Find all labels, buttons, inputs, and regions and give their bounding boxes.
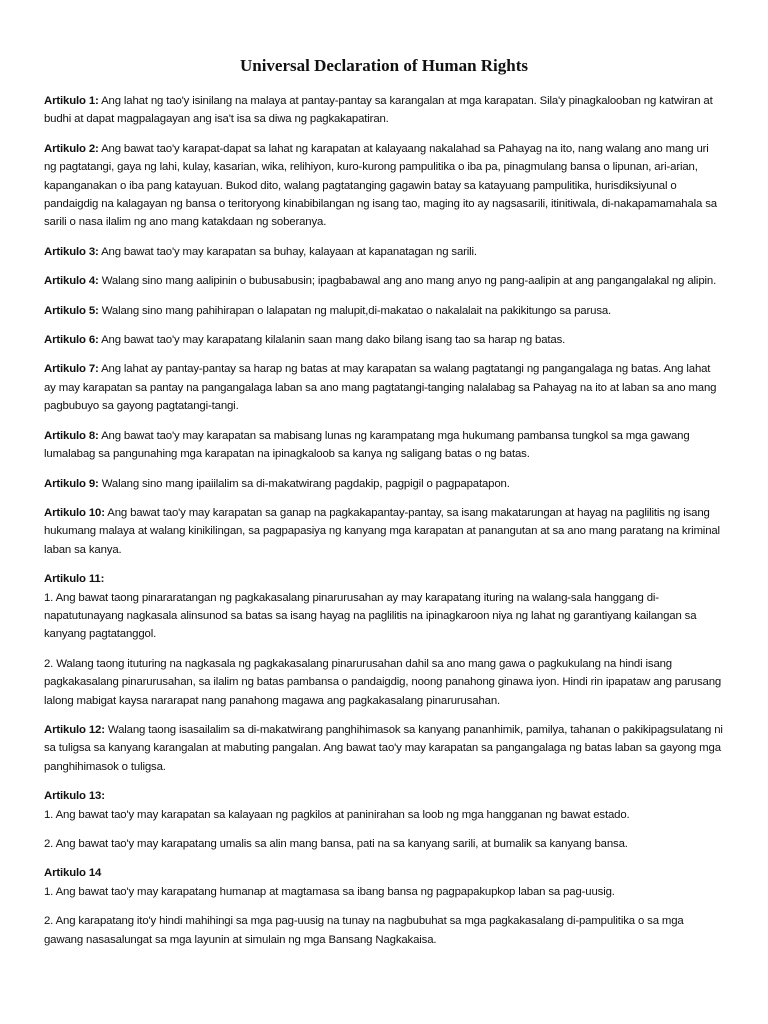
article-clause-2: 2. Walang taong ituturing na nagkasala ng pagkakasalang pinarurusahan dahil sa ano mang gawa o pagkukulang na hindi isang pagkakasalang pinarurusahan, sa ilalim ng batas pambansa o pandaigdig, noong panahong ginawa iyon. Hindi rin ipapataw ang parusang lalong mabigat kaysa nararapat nang panahong magawa ang pagkakasalang pinarurusahan. <box>44 657 722 707</box>
article-paragraph <box>44 140 724 232</box>
article-2 <box>44 140 724 232</box>
article-12 <box>44 721 724 776</box>
article-paragraph <box>44 360 724 415</box>
article-7 <box>44 360 724 415</box>
article-label: Artikulo 2: <box>44 142 99 155</box>
article-clause-2: 2. Ang bawat tao'y may karapatang umalis sa alin mang bansa, pati na sa kanyang sarili, at bumalik sa kanyang bansa. <box>44 838 628 850</box>
article-label: Artikulo 4: <box>44 275 99 288</box>
document-page <box>44 55 724 960</box>
article-text: Ang bawat tao'y may karapatan sa buhay, kalayaan at kapanatagan ng sarili. <box>98 245 477 258</box>
article-paragraph <box>44 721 724 776</box>
article-clause-1: 1. Ang bawat taong pinararatangan ng pagkakasalang pinarurusahan ay may karapatang ituring na walang-sala hanggang di-napatutunayang nagkasala alinsunod sa batas sa isang hayag na paglilitis na ipinagkaroon niya ng lahat ng garantiyang kailangan sa kanyang pagtatanggol. <box>44 591 697 641</box>
article-label: Artikulo 3: <box>44 245 99 258</box>
article-5 <box>44 302 724 320</box>
article-label: Artikulo 14 <box>44 867 102 880</box>
article-text: Walang taong isasailalim sa di-makatwirang panghihimasok sa kanyang pananhimik, pamilya, tahanan o pakikipagsulatang ni sa tuligsa sa kanyang karangalan at mabuting pangalan. Ang bawat tao'y may karapatan sa pangangalaga ng batas laban sa gayong mga panghihimasok o tuligsa. <box>44 723 723 773</box>
article-paragraph <box>44 92 724 129</box>
article-8 <box>44 427 724 464</box>
article-10 <box>44 504 724 559</box>
article-paragraph <box>44 504 724 559</box>
article-paragraph <box>44 475 724 493</box>
article-paragraph <box>44 272 724 290</box>
article-paragraph <box>44 243 724 261</box>
article-label: Artikulo 9: <box>44 477 99 490</box>
article-text: Ang bawat tao'y may karapatan sa mabisang lunas ng karampatang mga hukumang pambansa tungkol sa mga gawang lumalabag sa pangunahing mga karapatan na ipinagkaloob sa kanya ng saligang batas o ng batas. <box>44 429 690 461</box>
article-label: Artikulo 6: <box>44 334 99 347</box>
article-label: Artikulo 7: <box>44 363 99 376</box>
article-6 <box>44 331 724 349</box>
article-text: Ang lahat ng tao'y isinilang na malaya at pantay-pantay sa karangalan at mga karapatan. Sila'y pinagkalooban ng katwiran at budhi at dapat magpalagayan ang isa't isa sa diwa ng pagkakapatiran. <box>44 95 713 126</box>
article-13 <box>44 787 724 853</box>
article-label: Artikulo 8: <box>44 429 99 442</box>
document-title: Universal Declaration of Human Rights <box>239 56 529 75</box>
article-clause-1: 1. Ang bawat tao'y may karapatang humanap at magtamasa sa ibang bansa ng pagpapakupkop laban sa pag-uusig. <box>44 885 615 898</box>
article-14 <box>44 864 724 949</box>
article-label: Artikulo 12: <box>44 723 105 736</box>
article-text: Ang lahat ay pantay-pantay sa harap ng batas at may karapatan sa walang pagtatangi ng pangangalaga ng batas. Ang lahat ay may karapatan sa pantay na pangangalaga laban sa ano mang pagtatangi-tanging nalalabag sa Pahayag na ito at laban sa ano mang pagbubuyo sa gayong pagtatangi-tangi. <box>44 363 717 413</box>
article-3 <box>44 243 724 261</box>
article-paragraph <box>44 302 724 320</box>
article-label: Artikulo 10: <box>44 506 105 519</box>
article-text: Ang bawat tao'y may karapatang kilalanin saan mang dako bilang isang tao sa harap ng batas. <box>98 334 566 347</box>
article-label: Artikulo 11: <box>44 573 105 586</box>
article-4 <box>44 272 724 290</box>
article-paragraph <box>44 331 724 349</box>
article-text: Walang sino mang aalipinin o bubusabusin; ipagbabawal ang ano mang anyo ng pang-aalipin at ang pangangalakal ng alipin. <box>98 275 717 288</box>
article-11 <box>44 570 724 710</box>
article-9 <box>44 475 724 493</box>
article-text: Walang sino mang ipaiilalim sa di-makatwirang pagdakip, pagpigil o pagpapatapon. <box>98 477 510 490</box>
article-text: Ang bawat tao'y may karapatan sa ganap na pagkakapantay-pantay, sa isang makatarungan at hayag na paglilitis ng isang hukumang malaya at walang kinikilingan, sa pagpapasiya ng kanyang mga karapatan at panangutan at sa ano mang paratang na kriminal laban sa kanya. <box>44 506 720 556</box>
article-paragraph <box>44 427 724 464</box>
article-label: Artikulo 13: <box>44 790 105 803</box>
article-label: Artikulo 1: <box>44 95 99 107</box>
article-clause-1: 1. Ang bawat tao'y may karapatan sa kalayaan ng pagkilos at paninirahan sa loob ng mga hangganan ng bawat estado. <box>44 808 630 821</box>
article-label: Artikulo 5: <box>44 304 99 317</box>
article-text: Ang bawat tao'y karapat-dapat sa lahat ng karapatan at kalayaang nakalahad sa Pahayag na ito, nang walang ano mang uri ng pagtatangi, gaya ng lahi, kulay, kasarian, wika, relihiyon, kuro-kurong pampulitika o iba pa, pinagmulang bansa o lipunan, ari-arian, kapanganakan o iba pang katayuan. Bukod dito, walang pagtatanging gagawin batay sa katayuang pampulitika, hurisdiksiyunal o pandaigdig na kalagayan ng bansa o teritoryong kinabibilangan ng isang tao, maging ito ay nagsasarili, itinitiwala, di-nakapamamahala sa sarili o nasa ilalim ng ano mang katakdaan ng soberanya. <box>44 142 717 229</box>
article-text: Walang sino mang pahihirapan o lalapatan ng malupit,di-makatao o nakalalait na pakikitungo sa parusa. <box>98 304 612 317</box>
article-1 <box>44 92 724 129</box>
article-clause-2: 2. Ang karapatang ito'y hindi mahihingi sa mga pag-uusig na tunay na nagbubuhat sa mga pagkakasalang di-pampulitika o sa mga gawang nasasalungat sa mga layunin at simulain ng mga Bansang Nagkakaisa. <box>44 915 684 946</box>
